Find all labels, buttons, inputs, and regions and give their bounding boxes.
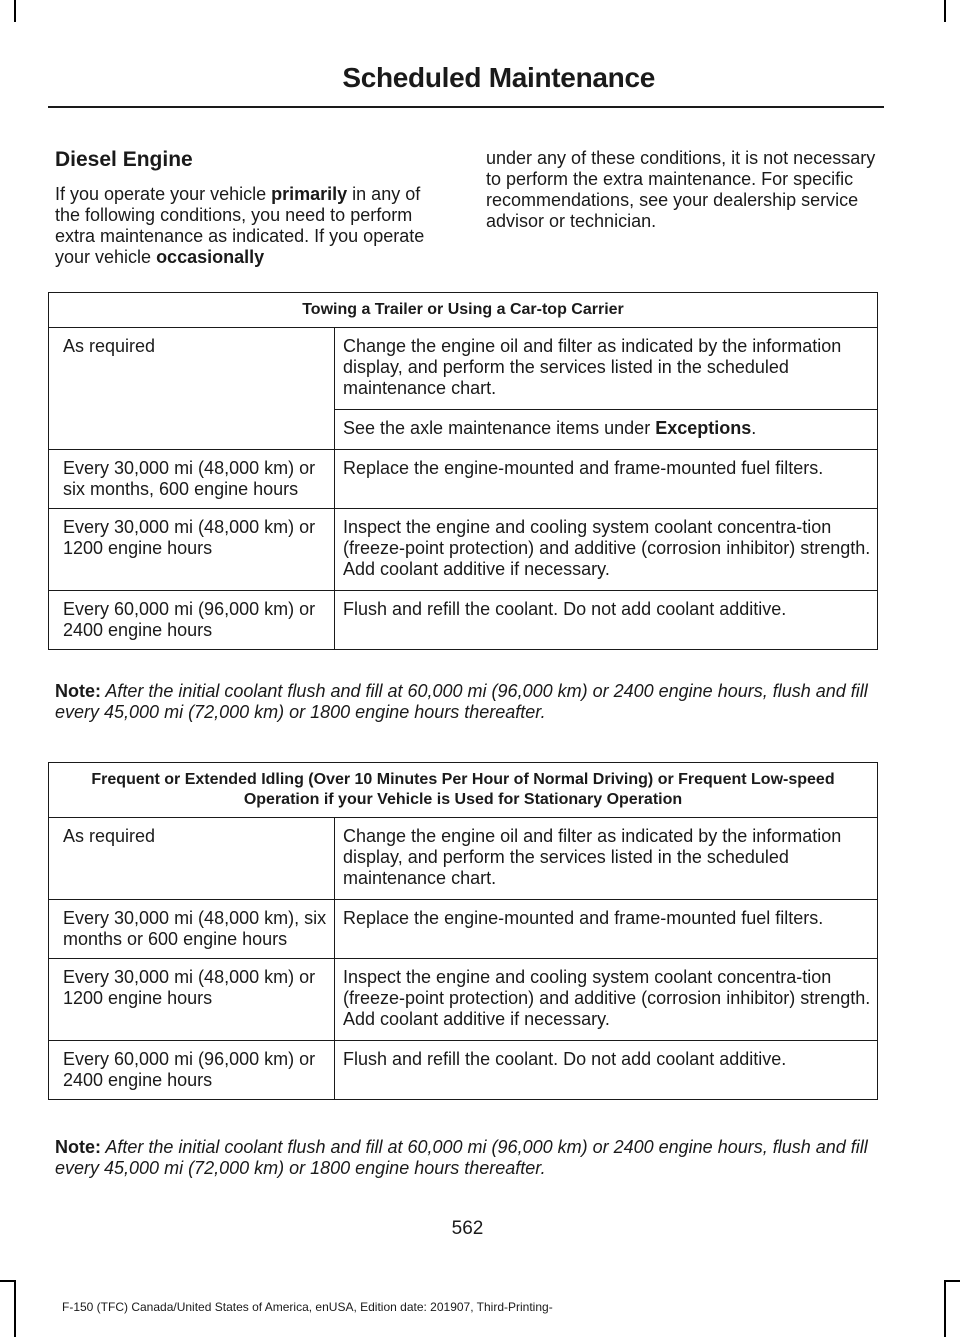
action-text: See the axle maintenance items under — [343, 418, 656, 438]
interval-cell: As required — [49, 818, 335, 900]
table-row — [49, 591, 878, 650]
interval-cell: Every 60,000 mi (96,000 km) or 2400 engine hours — [49, 591, 335, 650]
note-text: After the initial coolant flush and fill at 60,000 mi (96,000 km) or 2400 engine hours, flush and fill every 45,000 mi (72,000 km) or 1800 engine hours thereafter. — [55, 1137, 868, 1178]
table-row — [49, 900, 878, 959]
note-label: Note: — [55, 1137, 101, 1157]
footer-edition: F-150 (TFC) Canada/United States of America, enUSA, Edition date: 201907, Third-Printing- — [62, 1300, 553, 1314]
table-row — [49, 818, 878, 900]
page-header-title: Scheduled Maintenance — [342, 62, 655, 93]
intro-column-right — [486, 148, 881, 268]
note-text: After the initial coolant flush and fill at 60,000 mi (96,000 km) or 2400 engine hours, flush and fill every 45,000 mi (72,000 km) or 1800 engine hours thereafter. — [55, 681, 868, 722]
intro-text-2: in any of the following conditions, you need to perform extra maintenance as indicated. If you operate your vehicle — [55, 184, 425, 267]
action-cell: Replace the engine-mounted and frame-mounted fuel filters. — [335, 900, 878, 959]
crop-mark-bottom-right — [944, 1280, 960, 1282]
table-row — [49, 509, 878, 591]
intro-column-left — [55, 148, 450, 268]
exceptions-reference: Exceptions — [655, 418, 752, 438]
interval-cell: Every 30,000 mi (48,000 km) or 1200 engine hours — [49, 959, 335, 1041]
interval-cell: Every 60,000 mi (96,000 km) or 2400 engine hours — [49, 1041, 335, 1100]
section-heading: Diesel Engine — [55, 148, 193, 171]
note-label: Note: — [55, 681, 101, 701]
action-cell: Change the engine oil and filter as indicated by the information display, and perform the services listed in the scheduled maintenance chart. — [335, 818, 878, 900]
header-divider — [48, 106, 884, 108]
action-text-end: . — [751, 418, 757, 438]
intro-text-1: If you operate your vehicle — [55, 184, 272, 204]
interval-cell: Every 30,000 mi (48,000 km) or 1200 engine hours — [49, 509, 335, 591]
interval-cell: As required — [49, 328, 335, 450]
page-number: 562 — [451, 1218, 484, 1239]
table-title: Towing a Trailer or Using a Car-top Carrier — [49, 293, 878, 328]
action-cell: Replace the engine-mounted and frame-mounted fuel filters. — [335, 450, 878, 509]
table-row — [49, 450, 878, 509]
intro-paragraph-left — [55, 184, 450, 268]
crop-mark-bottom-right-v — [944, 1280, 946, 1337]
table-row — [49, 959, 878, 1041]
table-row — [49, 328, 878, 410]
towing-maintenance-table — [48, 292, 878, 650]
action-cell: Flush and refill the coolant. Do not add coolant additive. — [335, 591, 878, 650]
intro-section — [55, 148, 885, 268]
crop-mark-top-right — [944, 0, 946, 22]
crop-mark-top-left — [14, 0, 16, 22]
action-cell: Inspect the engine and cooling system coolant concentra-tion (freeze-point protection) and additive (corrosion inhibitor) strength. Add coolant additive if necessary. — [335, 959, 878, 1041]
action-cell: Change the engine oil and filter as indicated by the information display, and perform the services listed in the scheduled maintenance chart. — [335, 328, 878, 410]
interval-cell: Every 30,000 mi (48,000 km), six months or 600 engine hours — [49, 900, 335, 959]
intro-bold-occasionally: occasionally — [156, 247, 265, 267]
action-cell: Flush and refill the coolant. Do not add coolant additive. — [335, 1041, 878, 1100]
action-cell: Inspect the engine and cooling system coolant concentra-tion (freeze-point protection) and additive (corrosion inhibitor) strength. Add coolant additive if necessary. — [335, 509, 878, 591]
table-title: Frequent or Extended Idling (Over 10 Minutes Per Hour of Normal Driving) or Frequent Low-speed Operation if your Vehicle is Used for Stationary Operation — [49, 763, 878, 818]
table-note — [55, 681, 875, 723]
intro-bold-primarily: primarily — [271, 184, 348, 204]
table-note — [55, 1137, 875, 1179]
idling-maintenance-table — [48, 762, 878, 1100]
intro-paragraph-right: under any of these conditions, it is not necessary to perform the extra maintenance. For specific recommendations, see your dealership service advisor or technician. — [486, 148, 876, 231]
interval-cell: Every 30,000 mi (48,000 km) or six months, 600 engine hours — [49, 450, 335, 509]
crop-mark-bottom-left-v — [14, 1280, 16, 1337]
table-row — [49, 1041, 878, 1100]
action-cell — [335, 410, 878, 450]
